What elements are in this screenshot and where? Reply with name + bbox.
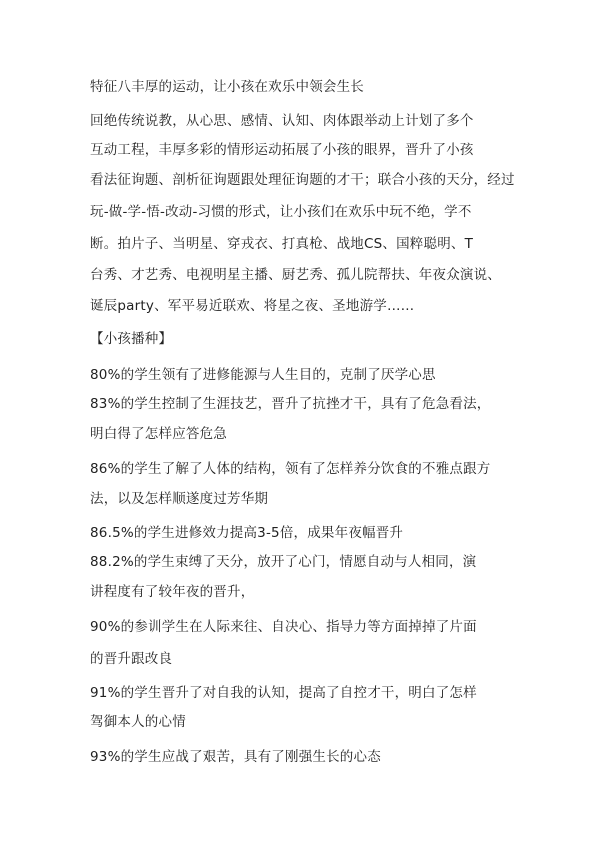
stat-line: 80%的学生领有了进修能源与人生目的，克制了厌学心思: [90, 367, 436, 383]
paragraph-line: 台秀、才艺秀、电视明星主播、厨艺秀、孤儿院帮扶、年夜众演说、: [90, 267, 501, 283]
stat-line: 86.5%的学生进修效力提高3-5倍，成果年夜幅晋升: [90, 525, 404, 541]
paragraph-line: 诞辰party、军平易近联欢、将星之夜、圣地游学……: [90, 298, 415, 314]
paragraph-line: 断。拍片子、当明星、穿戎衣、打真枪、战地CS、国粹聪明、T: [90, 236, 474, 252]
paragraph-line: 看法征询题、剖析征询题跟处理征询题的才干；联合小孩的天分，经过: [90, 172, 515, 188]
stat-line-continued: 讲程度有了较年夜的晋升，: [90, 584, 255, 600]
stat-line: 86%的学生了解了人体的结构，领有了怎样养分饮食的不雅点跟方: [90, 461, 491, 477]
stat-line: 93%的学生应战了艰苦，具有了刚强生长的心态: [90, 749, 381, 765]
stat-line: 88.2%的学生束缚了天分，放开了心门，情愿自动与人相同，演: [90, 554, 477, 570]
paragraph-line: 玩-做-学-悟-改动-习惯的形式，让小孩们在欢乐中玩不绝，学不: [90, 204, 472, 220]
paragraph-line: 互动工程，丰厚多彩的情形运动拓展了小孩的眼界，晋升了小孩: [90, 142, 474, 158]
heading-feature-8: 特征八丰厚的运动，让小孩在欢乐中领会生长: [90, 79, 364, 95]
stat-line-continued: 的晋升跟改良: [90, 651, 173, 667]
stat-line: 91%的学生晋升了对自我的认知，提高了自控才干，明白了怎样: [90, 685, 477, 701]
stat-line-continued: 明白得了怎样应答危急: [90, 426, 227, 442]
paragraph-line: 回绝传统说教，从心思、感情、认知、肉体跟举动上计划了多个: [90, 113, 474, 129]
stat-line-continued: 法，以及怎样顺遂度过芳华期: [90, 491, 269, 507]
stat-line: 83%的学生控制了生涯技艺，晋升了抗挫才干，具有了危急看法，: [90, 396, 491, 412]
stat-line-continued: 驾御本人的心情: [90, 714, 186, 730]
stat-line: 90%的参训学生在人际来往、自决心、指导力等方面掉掉了片面: [90, 619, 477, 635]
section-heading-child-gains: 【小孩播种】: [90, 331, 173, 347]
